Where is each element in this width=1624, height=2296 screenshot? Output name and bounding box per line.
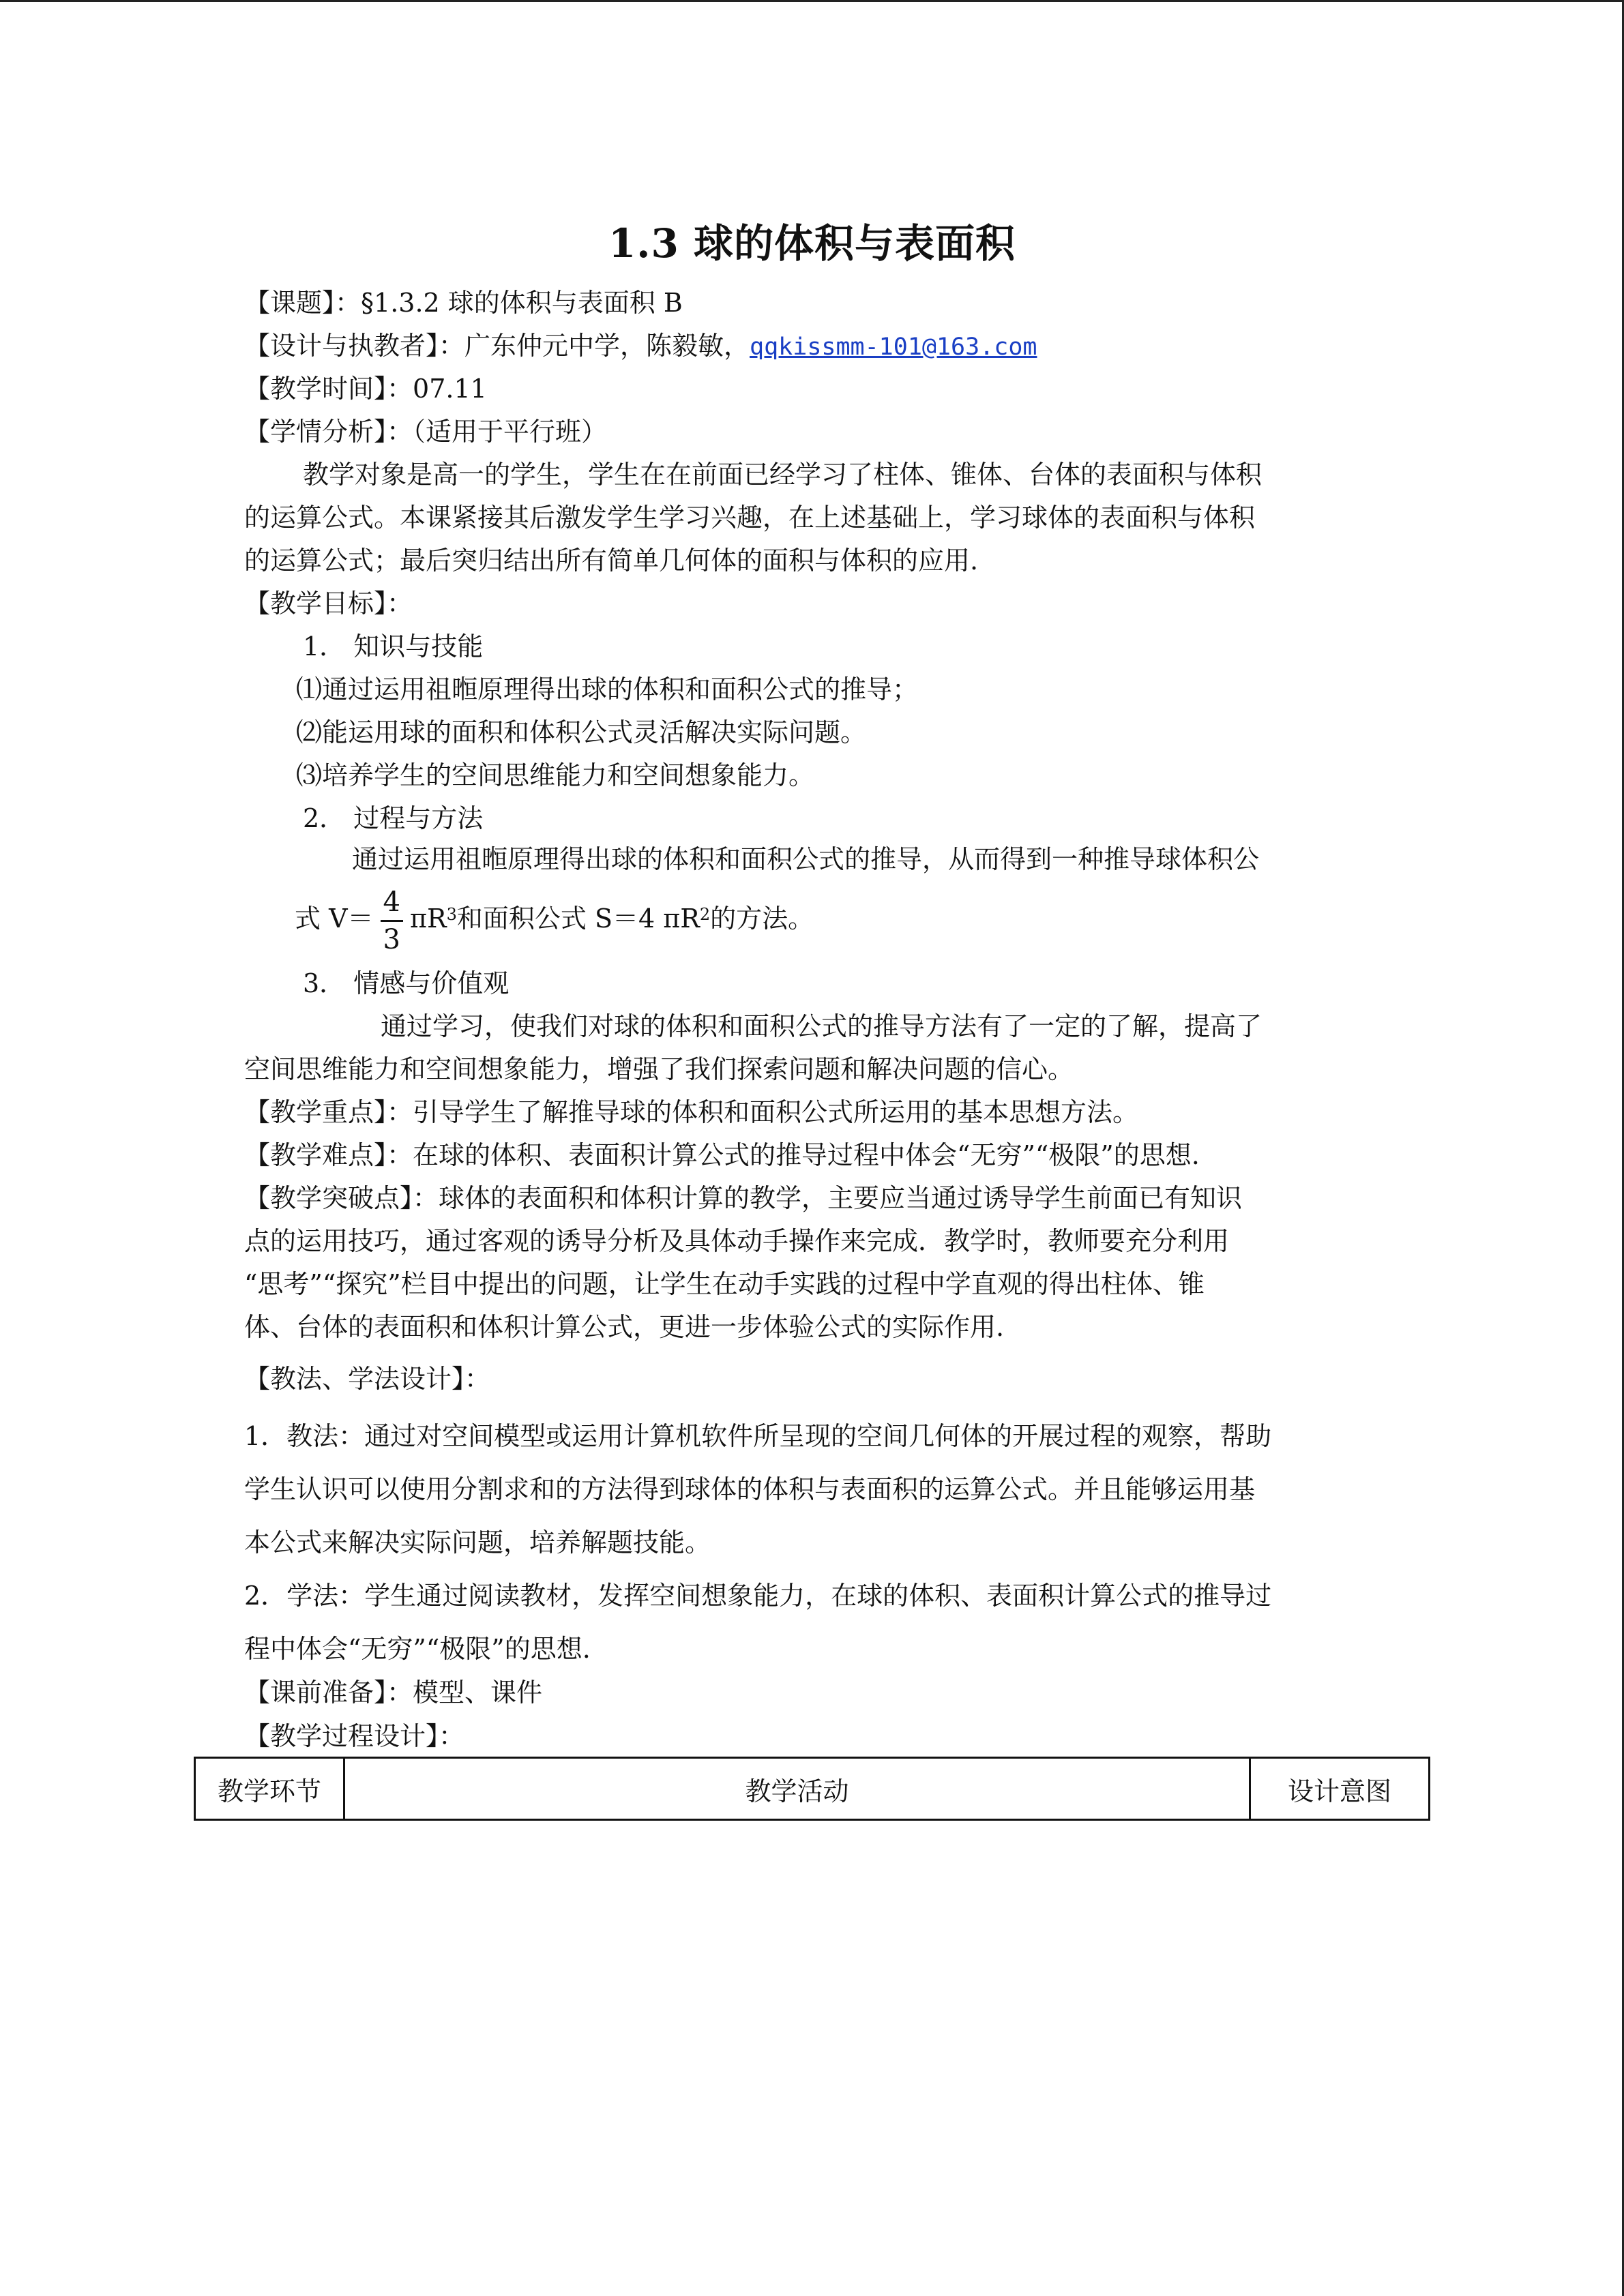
header-activity: 教学活动 <box>344 1758 1250 1820</box>
formula-suffix: 的方法。 <box>710 904 814 934</box>
page-border-top <box>0 0 1624 2</box>
process-table <box>194 1757 1430 1821</box>
difficulties-value: 在球的体积、表面积计算公式的推导过程中体会“无穷”“极限”的思想. <box>413 1140 1200 1170</box>
process-method-text: 通过运用祖暅原理得出球的体积和面积公式的推导，从而得到一种推导球体积公 <box>352 844 1260 874</box>
knowledge-heading: 1． 知识与技能 <box>303 631 484 661</box>
analysis-value: （适用于平行班） <box>413 417 608 447</box>
knowledge-item: ⑴通过运用祖暅原理得出球的体积和面积公式的推导； <box>296 674 919 704</box>
emotion-heading: 3． 情感与价值观 <box>303 968 510 998</box>
emotion-text: 通过学习，使我们对球的体积和面积公式的推导方法有了一定的了解，提高了 <box>381 1011 1263 1041</box>
methods-label: 【教法、学法设计】： <box>244 1364 491 1394</box>
emotion-text: 空间思维能力和空间想象能力，增强了我们探索问题和解决问题的信心。 <box>244 1054 1074 1084</box>
teaching-method-text: 本公式来解决实际问题，培养解题技能。 <box>244 1527 711 1557</box>
analysis-label: 【学情分析】： <box>244 417 413 447</box>
process-label: 【教学过程设计】： <box>244 1721 465 1751</box>
breakthrough-label: 【教学突破点】： <box>244 1183 439 1213</box>
designer-value: 广东仲元中学，陈毅敏， <box>464 331 750 361</box>
time-value: 07.11 <box>413 374 487 404</box>
formula-line <box>295 881 1441 956</box>
analysis-paragraph-line: 教学对象是高一的学生，学生在在前面已经学习了柱体、锥体、台体的表面积与体积 <box>303 460 1263 490</box>
breakthrough-text: 点的运用技巧，通过客观的诱导分析及具体动手操作来完成．教学时，教师要充分利用 <box>244 1226 1230 1256</box>
time-label: 【教学时间】： <box>244 374 413 404</box>
key-points-line <box>244 1096 1390 1129</box>
header-stage: 教学环节 <box>195 1758 344 1820</box>
analysis-paragraph-line: 的运算公式；最后突归结出所有简单几何体的面积与体积的应用. <box>244 546 979 576</box>
formula-prefix: 式 V＝ <box>295 904 374 934</box>
breakthrough-text: 体、台体的表面积和体积计算公式，更进一步体验公式的实际作用. <box>244 1312 1005 1342</box>
exponent-2: 2 <box>699 905 711 924</box>
designer-label: 【设计与执教者】： <box>244 331 465 361</box>
knowledge-item: ⑶培养学生的空间思维能力和空间想象能力。 <box>296 760 815 790</box>
preparation-label: 【课前准备】： <box>244 1678 413 1708</box>
breakthrough-line <box>244 1182 1390 1214</box>
difficulties-line <box>244 1139 1390 1172</box>
key-points-label: 【教学重点】： <box>244 1097 413 1127</box>
fraction-denominator: 3 <box>383 924 400 955</box>
topic-value: §1.3.2 球的体积与表面积 B <box>361 288 683 318</box>
analysis-line <box>244 415 1390 448</box>
preparation-value: 模型、课件 <box>413 1678 543 1708</box>
formula-pi-r: πR <box>409 904 447 934</box>
header-intent: 设计意图 <box>1250 1758 1430 1820</box>
teaching-method-text: 1．教法：通过对空间模型或运用计算机软件所呈现的空间几何体的开展过程的观察，帮助 <box>244 1421 1272 1451</box>
fraction-4-3 <box>381 884 403 957</box>
objectives-label: 【教学目标】： <box>244 588 413 618</box>
learning-method-text: 程中体会“无穷”“极限”的思想. <box>244 1634 591 1664</box>
table-header-row <box>195 1758 1430 1820</box>
topic-line <box>244 286 1390 319</box>
breakthrough-text: 球体的表面积和体积计算的教学，主要应当通过诱导学生前面已有知识 <box>439 1183 1243 1213</box>
learning-method-text: 2．学法：学生通过阅读教材，发挥空间想象能力，在球的体积、表面积计算公式的推导过 <box>244 1581 1272 1611</box>
time-line <box>244 372 1390 405</box>
teaching-method-text: 学生认识可以使用分割求和的方法得到球体的体积与表面积的运算公式。并且能够运用基 <box>244 1474 1256 1504</box>
exponent-3: 3 <box>446 905 457 924</box>
topic-label: 【课题】： <box>244 288 361 318</box>
preparation-line <box>244 1676 1390 1709</box>
email-link[interactable]: qqkissmm-101@163.com <box>750 333 1037 361</box>
designer-line <box>244 329 1390 363</box>
difficulties-label: 【教学难点】： <box>244 1140 413 1170</box>
formula-middle: 和面积公式 S＝4 πR <box>456 904 700 934</box>
breakthrough-text: “思考”“探究”栏目中提出的问题，让学生在动手实践的过程中学直观的得出柱体、锥 <box>244 1269 1205 1299</box>
key-points-value: 引导学生了解推导球的体积和面积公式所运用的基本思想方法。 <box>413 1097 1139 1127</box>
process-method-heading: 2． 过程与方法 <box>303 803 484 833</box>
knowledge-item: ⑵能运用球的面积和体积公式灵活解决实际问题。 <box>296 717 867 747</box>
fraction-numerator: 4 <box>381 884 403 922</box>
page-title: 1.3 球的体积与表面积 <box>608 220 1016 267</box>
analysis-paragraph-line: 的运算公式。本课紧接其后激发学生学习兴趣，在上述基础上，学习球体的表面积与体积 <box>244 503 1256 533</box>
